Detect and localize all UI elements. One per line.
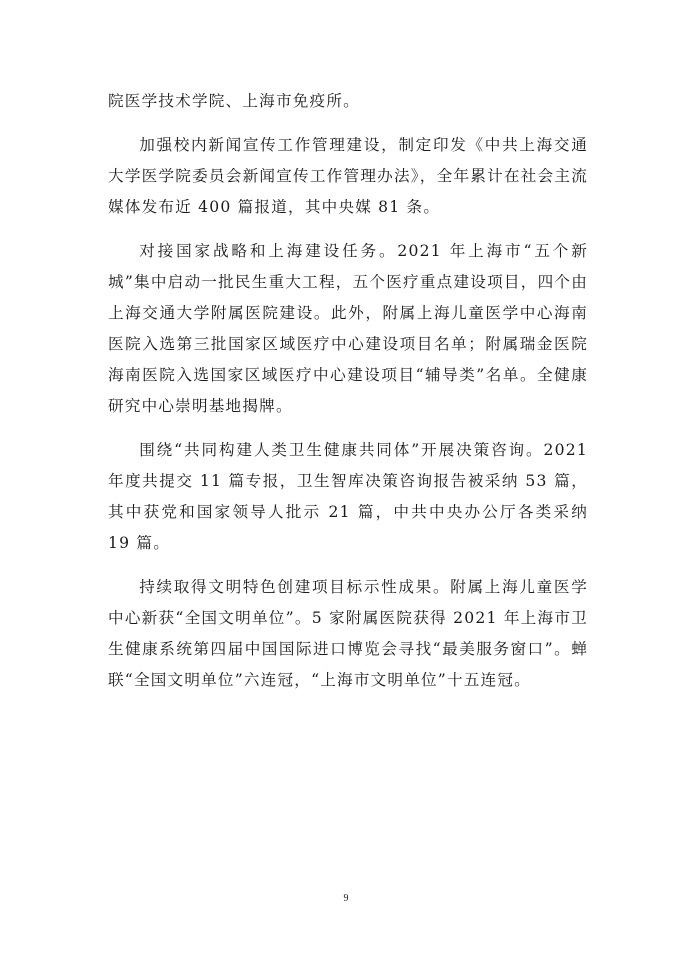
paragraph-decision-consulting: 围绕“共同构建人类卫生健康共同体”开展决策咨询。2021 年度共提交 11 篇专报，卫生智库决策咨询报告被采纳 53 篇，其中获党和国家领导人批示 21 篇，中共中央办公厅各类采纳 19 篇。 (108, 441, 588, 552)
document-body (108, 86, 588, 709)
paragraph-continued: 院医学技术学院、上海市免疫所。 (108, 92, 360, 110)
paragraph-civilization-achievements: 持续取得文明特色创建项目标示性成果。附属上海儿童医学中心新获“全国文明单位”。5 家附属医院获得 2021 年上海市卫生健康系统第四届中国国际进口博览会寻找“最美服务窗口”。蝉联“全国文明单位”六连冠，“上海市文明单位”十五连冠。 (108, 578, 588, 689)
page-number: 9 (343, 893, 349, 904)
paragraph-national-strategy: 对接国家战略和上海建设任务。2021 年上海市“五个新城”集中启动一批民生重大工程，五个医疗重点建设项目，四个由上海交通大学附属医院建设。此外，附属上海儿童医学中心海南医院入选第三批国家区域医疗中心建设项目名单；附属瑞金医院海南医院入选国家区域医疗中心建设项目“辅导类”名单。全健康研究中心崇明基地揭牌。 (108, 242, 588, 415)
paragraph-news-publicity: 加强校内新闻宣传工作管理建设，制定印发《中共上海交通大学医学院委员会新闻宣传工作管理办法》，全年累计在社会主流媒体发布近 400 篇报道，其中央媒 81 条。 (108, 136, 588, 216)
